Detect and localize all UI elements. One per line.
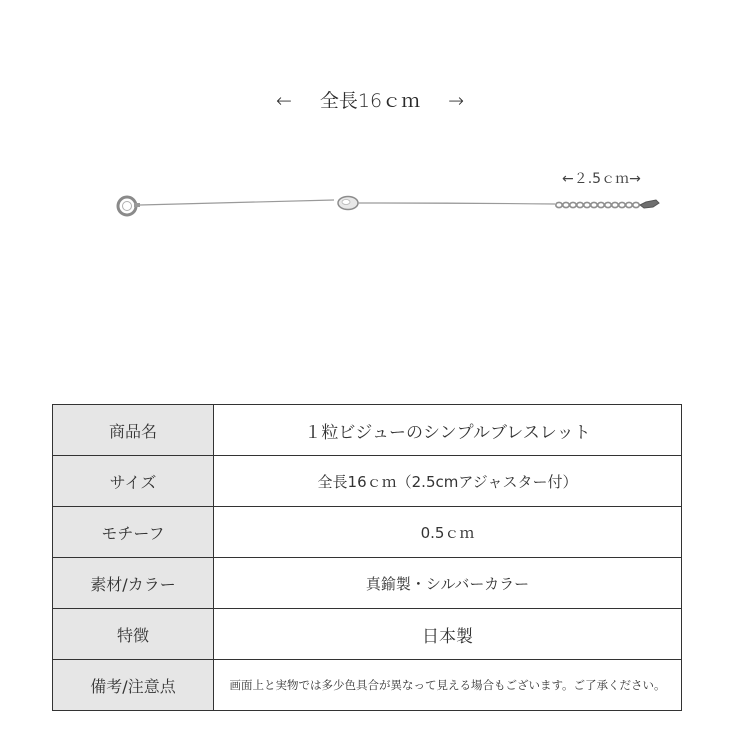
right-arrow-icon: →	[448, 90, 465, 112]
chain-right	[358, 203, 555, 204]
chain-left	[140, 200, 334, 205]
spec-value-notes: 画面上と実物では多少色具合が異なって見える場合もございます。ご了承ください。	[214, 660, 682, 711]
spec-label-material-color: 素材/カラー	[53, 558, 214, 609]
table-row	[53, 609, 682, 660]
spec-label-motif: モチーフ	[53, 507, 214, 558]
left-arrow-icon: ←	[275, 90, 292, 112]
spec-value-motif: 0.5ｃｍ	[214, 507, 682, 558]
table-row	[53, 405, 682, 456]
adjuster-length-label: ←２.5ｃｍ→	[562, 171, 641, 187]
table-row	[53, 507, 682, 558]
spec-label-size: サイズ	[53, 456, 214, 507]
spec-label-product-name: 商品名	[53, 405, 214, 456]
spec-table	[52, 404, 682, 711]
adjuster-chain	[556, 202, 639, 207]
table-row	[53, 660, 682, 711]
total-length-caption	[0, 86, 740, 113]
bracelet-photo	[0, 150, 740, 240]
table-row	[53, 456, 682, 507]
spec-value-product-name: １粒ビジューのシンプルブレスレット	[214, 405, 682, 456]
spec-value-size: 全長16ｃｍ（2.5cmアジャスター付）	[214, 456, 682, 507]
table-row	[53, 558, 682, 609]
spec-label-feature: 特徴	[53, 609, 214, 660]
bijou-motif-icon	[338, 197, 358, 210]
spring-ring-clasp-icon	[118, 197, 140, 215]
spec-value-feature: 日本製	[214, 609, 682, 660]
spec-value-material-color: 真鍮製・シルバーカラー	[214, 558, 682, 609]
total-length-label: 全長16ｃｍ	[319, 90, 421, 112]
end-tag-icon	[640, 200, 659, 208]
spec-label-notes: 備考/注意点	[53, 660, 214, 711]
